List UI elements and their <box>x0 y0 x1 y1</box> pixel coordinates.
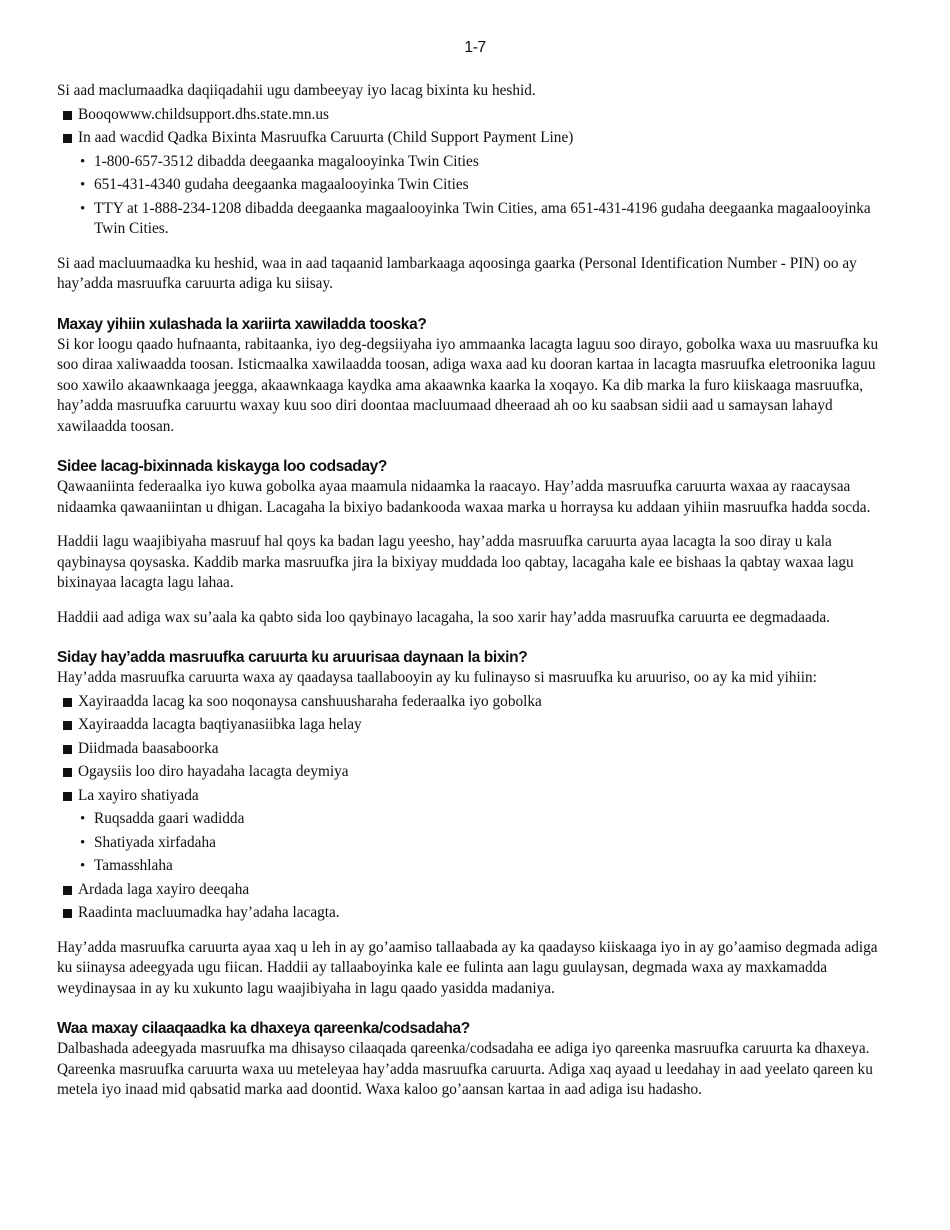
list-item: Xayiraadda lacag ka soo noqonaysa canshuusharaha federaalka iyo gobolka <box>57 692 887 713</box>
round-bullet-icon: • <box>80 177 86 193</box>
list-item: • Shatiyada xirfadaha <box>57 833 887 854</box>
square-bullet-icon <box>63 792 72 801</box>
list-item: Ogaysiis loo diro hayadaha lacagta deymiya <box>57 762 887 783</box>
section-body: Haddii aad adiga wax su’aala ka qabto sida loo qaybinayo lacagaha, la soo xarir hay’adda masruufka caruurta ee degmadaada. <box>57 608 831 626</box>
section-heading: Maxay yihiin xulashada la xariirta xawiladda tooska? <box>57 315 427 333</box>
square-bullet-icon <box>63 698 72 707</box>
square-bullet-icon <box>63 886 72 895</box>
round-bullet-icon: • <box>80 834 86 851</box>
intro-text: Si aad maclumaadka daqiiqadahii ugu dambeeyay iyo lacag bixinta ku heshid. <box>57 82 536 99</box>
square-bullet-icon <box>63 745 72 754</box>
website-link[interactable]: Booqowww.childsupport.dhs.state.mn.us <box>78 105 329 123</box>
square-bullet-icon <box>63 721 72 730</box>
round-bullet-icon: • <box>80 153 86 170</box>
list-item: Diidmada baasaboorka <box>57 739 887 760</box>
document-page <box>57 0 887 1101</box>
round-bullet-icon: • <box>80 811 86 827</box>
collection-actions-list-continued <box>57 880 887 924</box>
round-bullet-icon: • <box>80 200 86 217</box>
section-heading: Siday hay’adda masruufka caruurta ku aruurisaa daynaan la bixin? <box>57 649 528 666</box>
list-item: • Ruqsadda gaari wadidda <box>57 809 887 830</box>
square-bullet-icon <box>63 768 72 777</box>
list-item: • 1-800-657-3512 dibadda deegaanka magalooyinka Twin Cities <box>57 152 887 173</box>
list-item: Ardada laga xayiro deeqaha <box>57 880 887 901</box>
square-bullet-icon <box>63 111 72 120</box>
section-body: Qawaaniinta federaalka iyo kuwa gobolka ayaa maamula nidaamka la raacayo. Hay’adda masruufka caruurta waxaa ay raacaysaa nidaamka qawaaniintan u dhigan. Lacagaha la bixiyo badankooda waxaa marka u horraysa ku addaan yihiin masruufka hadda socda. <box>57 478 871 516</box>
round-bullet-icon: • <box>80 858 86 874</box>
list-item: La xayiro shatiyada <box>57 786 887 807</box>
list-item: Xayiraadda lacagta baqtiyanasiibka laga helay <box>57 715 887 736</box>
section-heading: Waa maxay cilaaqaadka ka dhaxeya qareenka/codsadaha? <box>57 1020 470 1037</box>
section-closing: Hay’adda masruufka caruurta ayaa xaq u leh in ay go’aamiso tallaabada ay ka qaadayso kiiskaaga iyo in ay go’aamiso degmada adiga ku siinaysa adeegyada ugu fiican. Haddii ay tallaaboyinka kale ee fulinta aan lagu guulaysan, degmada waxa ay maxkamadda weydinaysaa in ay ku xukunto lagu waajibiyaha in lagu qaado yasidda madaniya. <box>57 938 878 997</box>
list-item: • TTY at 1-888-234-1208 dibadda deegaanka magaalooyinka Twin Cities, ama 651-431-4196 gudaha deegaanka magaalooyinka Twin Cities. <box>80 199 871 237</box>
list-item: In aad wacdid Qadka Bixinta Masruufka Caruurta (Child Support Payment Line) <box>57 128 887 149</box>
intro-closing: Si aad macluumaadka ku heshid, waa in aad taqaanid lambarkaaga aqoosinga gaarka (Personal Identification Number - PIN) oo ay hay’adda masruufka caruurta adiga ku siisay. <box>57 254 857 292</box>
list-item: • Tamasshlaha <box>57 856 887 877</box>
section-body: Dalbashada adeegyada masruufka ma dhisayso cilaaqada qareenka/codsadaha ee adiga iyo qareenka masruufka caruurta ka dhaxeya. Qareenka masruufka caruurta waxa uu meteleyaa hay’adda masruufka caruurta. Adiga xaq ayaad u leedahay in aad yeelato qareen ku metela iyo inaad mid qabsatid marka aad doontid. Waxa kaloo go’aansan kartaa in aad adiga isu hadasho. <box>57 1040 873 1098</box>
license-list <box>57 809 887 877</box>
list-item <box>57 105 887 126</box>
list-item: • 651-431-4340 gudaha deegaanka magaalooyinka Twin Cities <box>57 175 887 196</box>
page-number: 1-7 <box>464 39 486 56</box>
list-item: Raadinta macluumadka hay’adaha lacagta. <box>57 903 887 924</box>
section-body: Si kor loogu qaado hufnaanta, rabitaanka, iyo deg-degsiiyaha iyo ammaanka lacagta laguu soo dirayo, gobolka waxa uu masruufka ku soo diraa xaliwaadda toosan. Isticmaalka xawilaadda toosan, adiga waxa aad ku dooran kartaa in lacagta masruufka eletroonika laguu soo xawilo akaawnkaaga jeegga, akaawnkaaga kaydka ama akaawnka kaarka la xoqayo. Ka dib marka la furo kiiskaaga masruufka, hay’adda masruufka caruurtu waxay kuu soo diri doontaa macluumaad dheeraad ah oo ku saabsan sidii aad u samaysan lahayd xawilaadda toosan. <box>57 335 879 435</box>
section-body: Hay’adda masruufka caruurta waxa ay qaadaysa taallabooyin ay ku fulinayso si masruufka ku aruuriso, oo ay ka mid yihiin: <box>57 669 817 686</box>
collection-actions-list <box>57 692 887 807</box>
section-heading: Sidee lacag-bixinnada kiskayga loo codsaday? <box>57 458 388 475</box>
intro-list <box>57 105 887 149</box>
section-body: Haddii lagu waajibiyaha masruuf hal qoys ka badan lagu yeesho, hay’adda masruufka caruurta ayaa lacagta la soo diray u kala qaybinaysa qoysaska. Kaddib marka masruufka jira la bixiyay muddada loo qabtay, lacagaha kale ee bishaas la qabtay waxaa lagu bixinayaa lacagta lagu lahaa. <box>57 533 854 591</box>
phone-list <box>57 152 887 240</box>
square-bullet-icon <box>63 134 72 143</box>
square-bullet-icon <box>63 909 72 918</box>
